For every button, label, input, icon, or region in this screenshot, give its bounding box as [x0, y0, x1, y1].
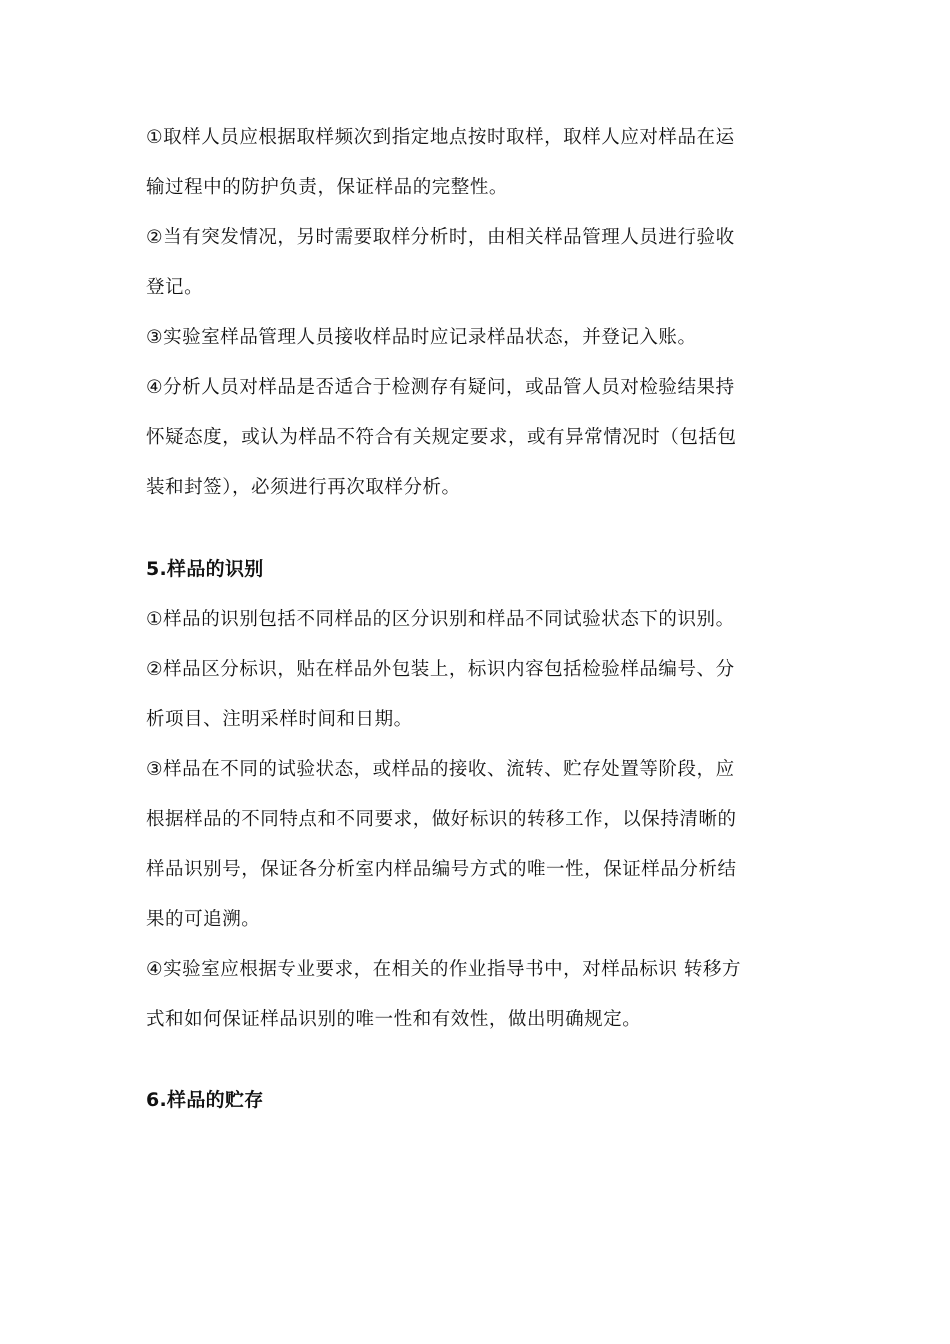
- paragraph-line: 怀疑态度，或认为样品不符合有关规定要求，或有异常情况时（包括包: [146, 427, 737, 448]
- paragraph-line: ②当有突发情况，另时需要取样分析时，由相关样品管理人员进行验收: [146, 227, 735, 248]
- paragraph-line: ③样品在不同的试验状态，或样品的接收、流转、贮存处置等阶段，应: [146, 759, 735, 780]
- paragraph-line: ①取样人员应根据取样频次到指定地点按时取样，取样人应对样品在运: [146, 127, 735, 148]
- section-heading: 6.样品的贮存: [146, 1089, 264, 1111]
- paragraph-line: 输过程中的防护负责，保证样品的完整性。: [146, 177, 508, 198]
- paragraph-line: 式和如何保证样品识别的唯一性和有效性，做出明确规定。: [146, 1009, 642, 1030]
- paragraph-line: ④实验室应根据专业要求，在相关的作业指导书中，对样品标识 转移方: [146, 959, 742, 980]
- paragraph-line: 样品识别号，保证各分析室内样品编号方式的唯一性，保证样品分析结: [146, 859, 737, 880]
- paragraph-line: 析项目、注明采样时间和日期。: [146, 709, 413, 730]
- paragraph-line: ②样品区分标识，贴在样品外包装上，标识内容包括检验样品编号、分: [146, 659, 735, 680]
- paragraph-line: 根据样品的不同特点和不同要求，做好标识的转移工作，以保持清晰的: [146, 809, 737, 830]
- paragraph-line: ①样品的识别包括不同样品的区分识别和样品不同试验状态下的识别。: [146, 609, 735, 630]
- paragraph-line: 登记。: [146, 277, 204, 298]
- paragraph-line: ④分析人员对样品是否适合于检测存有疑问，或品管人员对检验结果持: [146, 377, 735, 398]
- paragraph-line: 装和封签），必须进行再次取样分析。: [146, 477, 461, 498]
- paragraph-line: ③实验室样品管理人员接收样品时应记录样品状态，并登记入账。: [146, 327, 697, 348]
- paragraph-line: 果的可追溯。: [146, 909, 261, 930]
- section-heading: 5.样品的识别: [146, 558, 264, 580]
